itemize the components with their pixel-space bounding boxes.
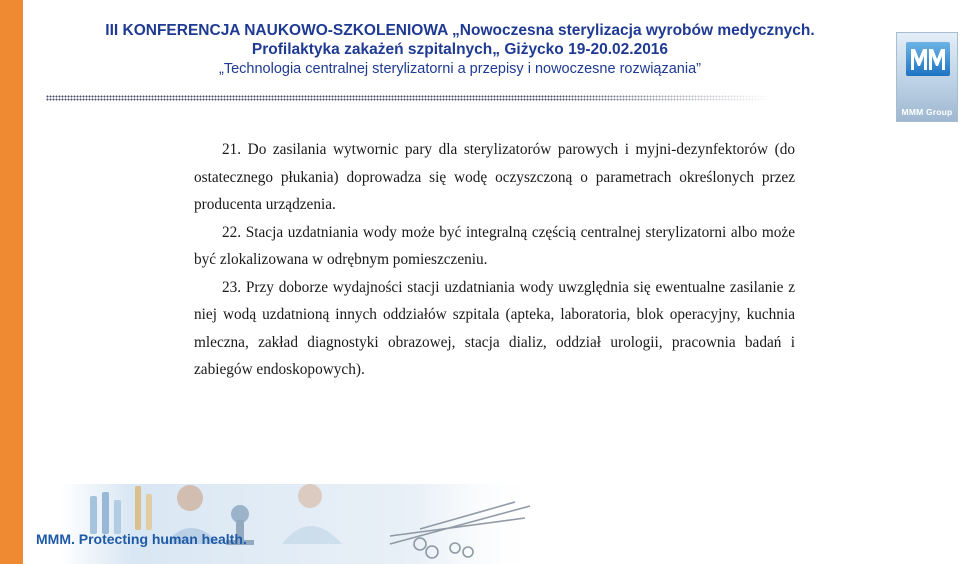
conference-title-line-1: III KONFERENCJA NAUKOWO-SZKOLENIOWA „Nowoczesna sterylizacja wyrobów medycznych. [105, 22, 815, 39]
orange-side-bar [0, 0, 23, 564]
slide-content [194, 136, 795, 384]
mmm-group-logo [896, 32, 958, 122]
slide-header [40, 21, 880, 79]
dotted-divider [46, 95, 772, 101]
footer-slogan: MMM. Protecting human health. [36, 531, 247, 547]
paragraph-23: 23. Przy doborze wydajności stacji uzdatniania wody uwzględnia się ewentualne zasilanie z niej wodą uzdatnioną innych oddziałów szpitala (apteka, laboratoria, blok operacyjny, kuchnia mleczna, zakład diagnostyki obrazowej, stacja dializ, oddział urologii, pracownia badań i zabiegów endoskopowych). [194, 278, 795, 378]
paragraph-22: 22. Stacja uzdatniania wody może być integralną częścią centralnej sterylizatorni albo może być zlokalizowana w odrębnym pomieszczeniu. [194, 223, 795, 268]
presentation-subtitle: „Technologia centralnej sterylizatorni a przepisy i nowoczesne rozwiązania” [219, 61, 701, 77]
paragraph-21: 21. Do zasilania wytwornic pary dla sterylizatorów parowych i myjni-dezynfektorów (do ostatecznego płukania) doprowadza się wodę oczyszczoną o parametrach określonych przez producenta urządzenia. [194, 141, 795, 213]
mmm-logo-icon [906, 42, 950, 76]
conference-title-line-2: Profilaktyka zakażeń szpitalnych„ Giżycko 19-20.02.2016 [251, 41, 669, 58]
footer-medical-collage [60, 474, 540, 564]
logo-label: MMM Group [901, 107, 953, 117]
